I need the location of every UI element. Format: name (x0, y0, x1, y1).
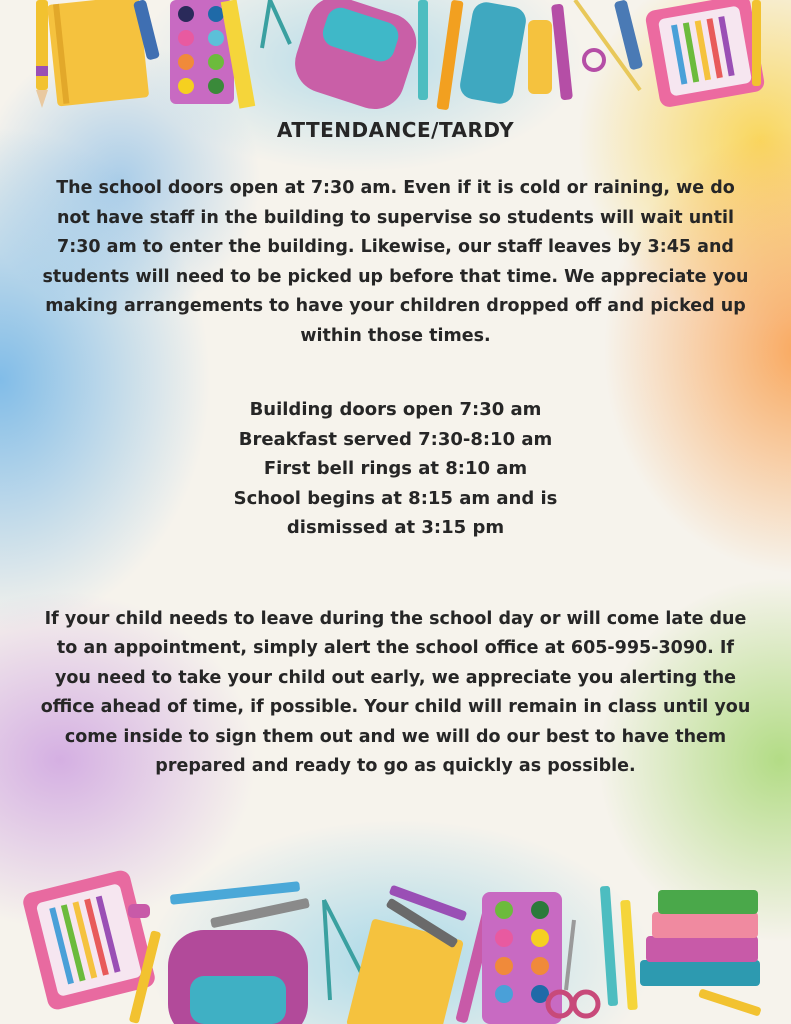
schedule-school-begins: School begins at 8:15 am and is (233, 487, 558, 509)
marker-icon (455, 900, 497, 1023)
marker-icon (133, 0, 160, 61)
pencil-icon (698, 988, 762, 1016)
pencil-icon (129, 930, 161, 1024)
pencil-icon (36, 0, 48, 108)
pencil-icon (170, 881, 310, 928)
pencil-case-icon (21, 868, 157, 1011)
books-icon (640, 890, 760, 986)
compass-icon (262, 0, 290, 48)
glue-stick-icon (528, 4, 573, 101)
backpack-icon (168, 930, 308, 1024)
notebook-icon (47, 0, 149, 107)
pen-icon (600, 886, 638, 1010)
marker-icon (614, 0, 644, 70)
intro-paragraph: The school doors open at 7:30 am. Even if it is cold or raining, we do not have staff in the building to supervise so students will wait until 7:30 am to enter the building. Likewise, our staff leaves by 3:45 and students will need to be picked up before that time. We appreciate you making arrangements to have your children dropped off and picked up within those times. (42, 178, 749, 346)
attendance-flyer (40, 118, 751, 782)
pencil-icon (752, 0, 761, 86)
pencil-icon (385, 885, 467, 949)
paint-palette-icon (170, 0, 234, 104)
paper-clip-icon (128, 904, 150, 918)
page-title: ATTENDANCE/TARDY (276, 118, 515, 142)
scissors-icon (548, 920, 598, 1016)
schedule-dismissed: dismissed at 3:15 pm (286, 517, 505, 538)
schedule-first-bell: First bell rings at 8:10 am (263, 458, 528, 479)
pencil-cup-icon (458, 0, 528, 106)
schedule-doors-open: Building doors open 7:30 am (249, 399, 542, 420)
notebook-icon (346, 918, 464, 1024)
backpack-icon (287, 0, 424, 117)
scissors-icon (575, 0, 640, 90)
ruler-icon (221, 0, 256, 109)
pencil-case-icon (644, 0, 765, 108)
schedule-breakfast: Breakfast served 7:30-8:10 am (238, 428, 553, 450)
early-leave-paragraph: If your child needs to leave during the school day or will come late due to an appointment, simply alert the school office at 605-995-3090. If you need to take your child out early, we appreciate you alerting the office ahead of time, if possible. Your child will remain in class until you come inside to sign them out and we will do our best to have them prepared and ready to go as quickly as possible. (40, 608, 751, 776)
daily-schedule (40, 395, 751, 543)
pen-icon (418, 0, 464, 110)
compass-icon (324, 900, 370, 1000)
paint-palette-icon (482, 892, 562, 1024)
